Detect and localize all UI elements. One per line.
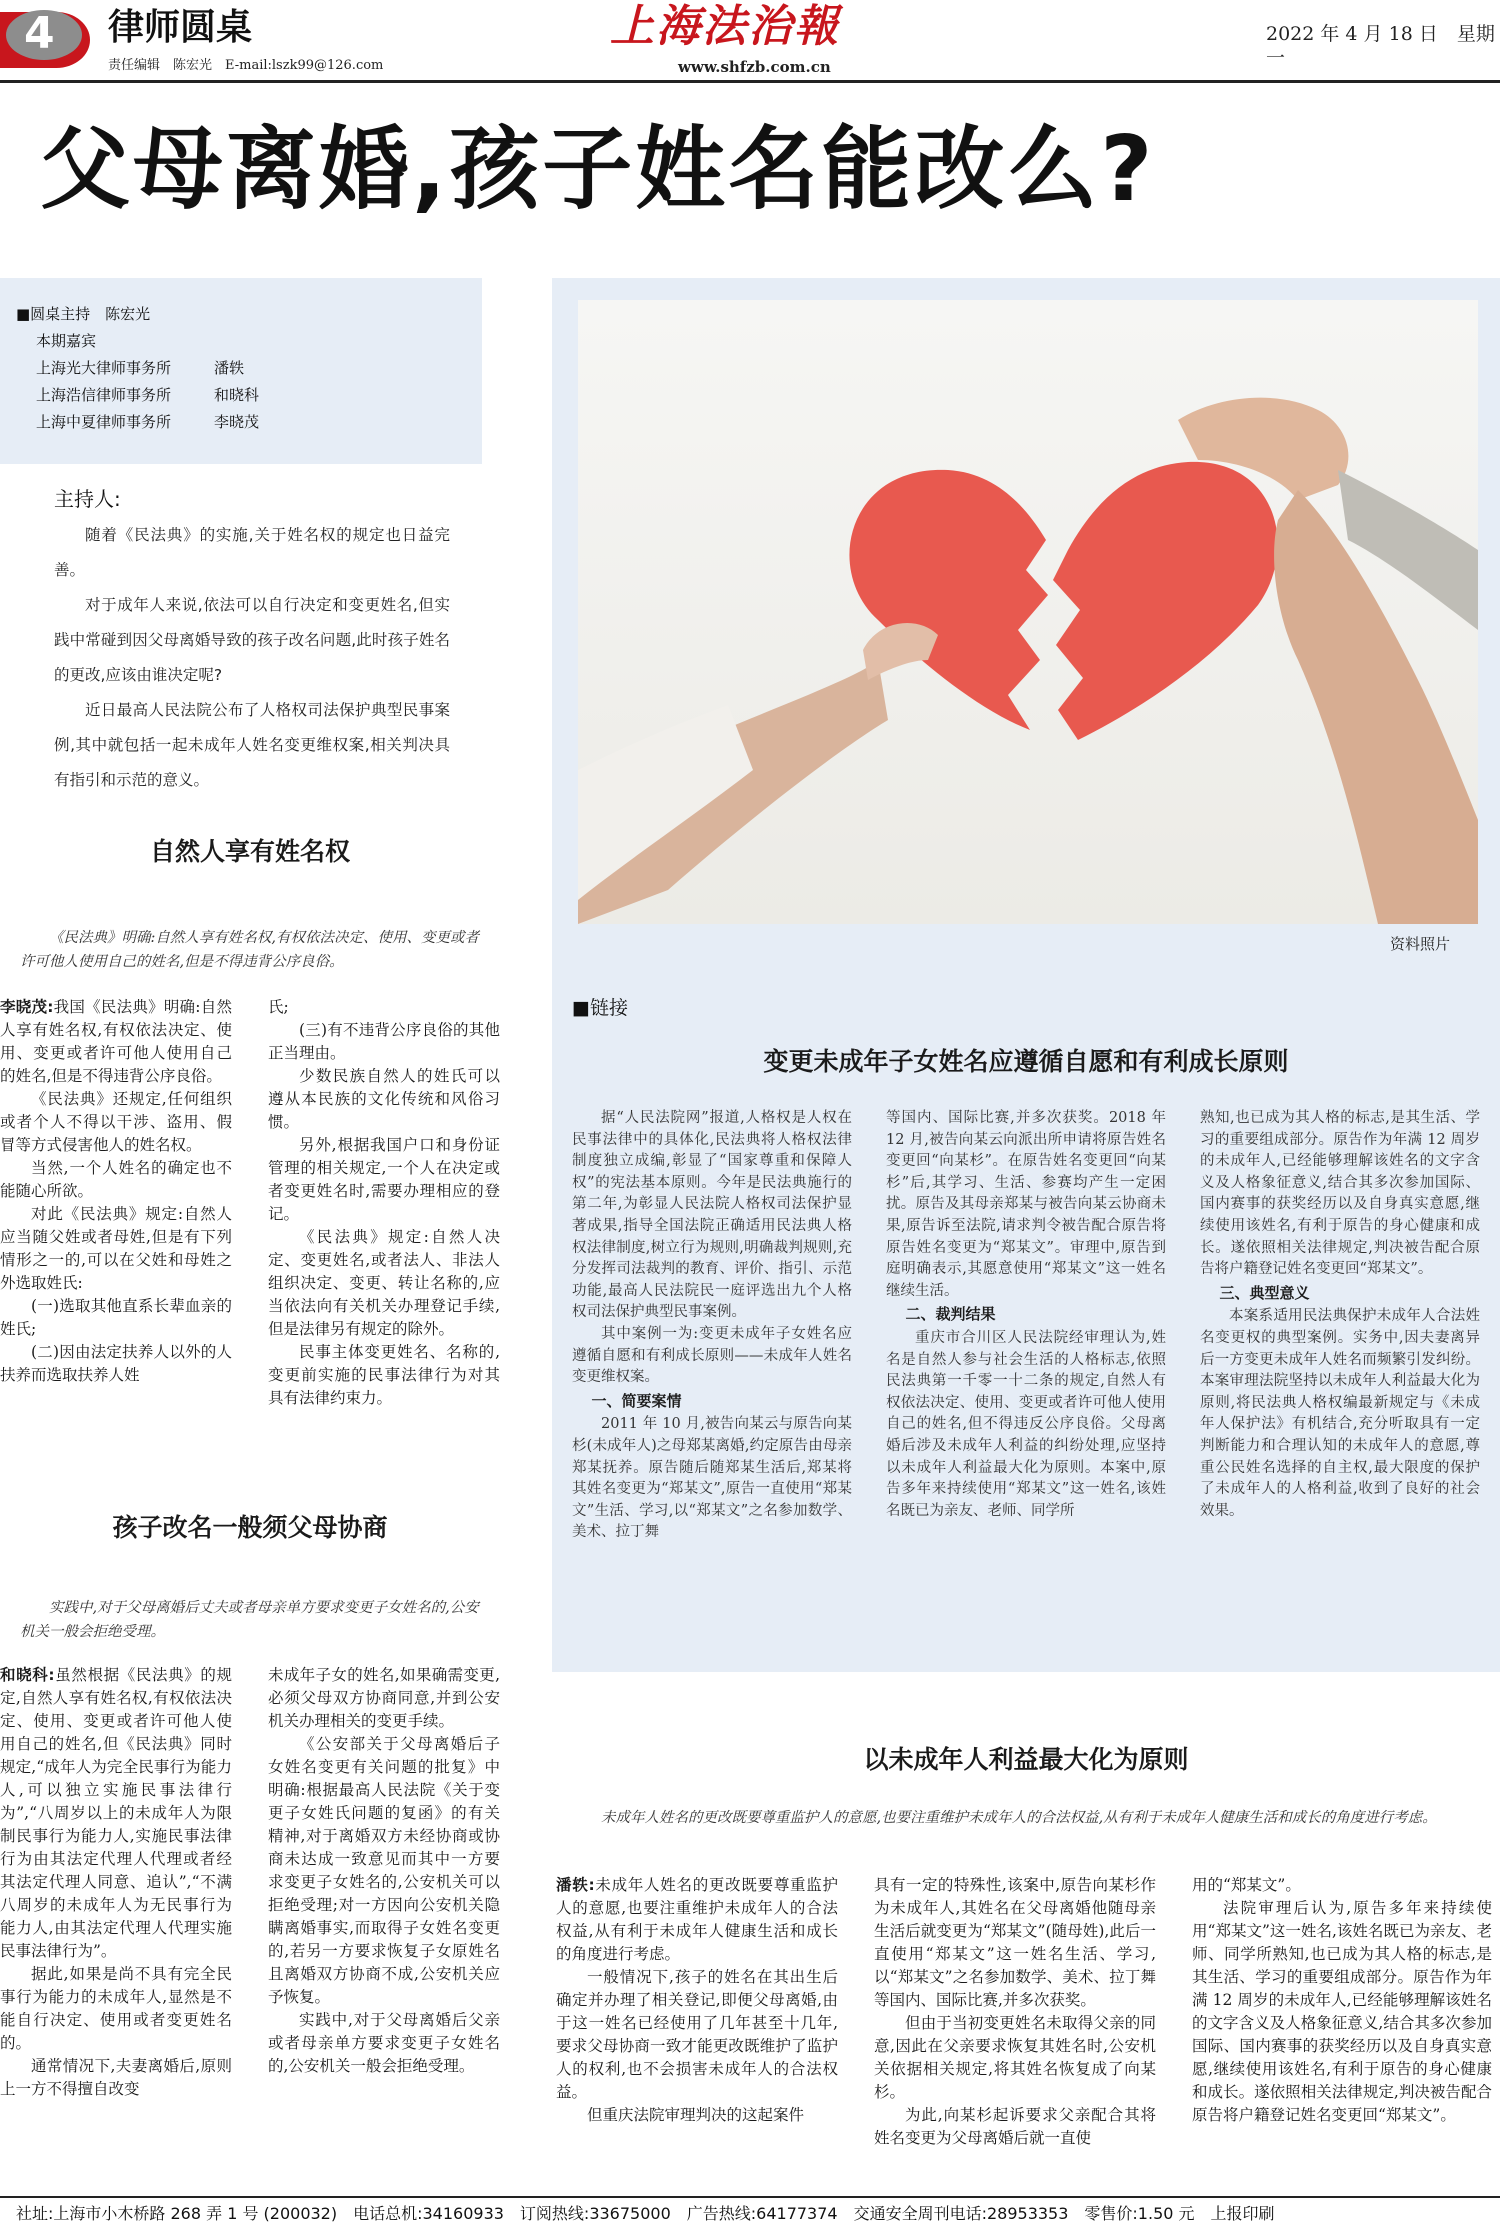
speaker-name: 潘轶: — [556, 1876, 595, 1894]
link-subheading: 三、典型意义 — [1219, 1283, 1310, 1302]
website: www.shfzb.com.cn — [678, 58, 831, 76]
speaker-name: 和晓科: — [0, 1666, 55, 1684]
section-lead: 《民法典》明确:自然人享有姓名权,有权依法决定、使用、变更或者许可他人使用自己的姓名,但是不得违背公序良俗。 — [20, 930, 479, 970]
speaker-name: 李晓茂: — [0, 998, 54, 1016]
issue-date: 2022 年 4 月 18 日 星期一 — [1266, 23, 1495, 69]
link-label: ■链接 — [572, 997, 628, 1019]
paper-name: 上海法治報 — [610, 1, 840, 52]
host-intro-text — [54, 518, 450, 798]
guest-name: 李晓茂 — [214, 413, 260, 431]
roundtable-panel — [0, 278, 482, 464]
guest-firm: 上海光大律师事务所 — [36, 359, 172, 377]
guest-name: 潘轶 — [214, 359, 245, 377]
masthead-rule — [0, 80, 1500, 83]
section-lead: 未成年人姓名的更改既要尊重监护人的意愿,也要注重维护未成年人的合法权益,从有利于未成年人健康生活和成长的角度进行考虑。 — [601, 1810, 1437, 1826]
guest-firm: 上海浩信律师事务所 — [36, 386, 172, 404]
photo — [578, 300, 1478, 924]
footer-rule — [0, 2196, 1500, 2198]
headline: 父母离婚,孩子姓名能改么? — [40, 117, 1156, 222]
editor-line: 责任编辑 陈宏光 E-mail:lszk99@126.com — [108, 58, 384, 73]
link-col1: 据“人民法院网”报道,人格权是人权在民事法律中的具体化,民法典将人格权法律制度独立成编,彰显了“国家尊重和保障人权”的宪法基本原则。今年是民法典施行的第二年,为彰显人民法院人格权司法保护显著成果,指导全国法院正确适用民法典人格权法律制度,树立行为规则,明确裁判规则,充分发挥司法裁判的教育、评价、指引、示范功能,最高人民法院民一庭评选出九个人格权司法保护典型民事案例。 其中案例一为:变更未成年子女姓名应遵循自愿和有利成长原则——未成年人姓名变更维权案。 一、简要案情 2011 年 10 月,被告向某云与原告向某杉(未成年人)之母郑某离婚,约定原告由母亲郑某抚养。原告随后随郑某生活后,郑某将其姓名变更为“郑某文”,原告一直使用“郑某文”生活、学习,以“郑某文”之名参加数学、美术、拉丁舞 — [572, 1110, 852, 1541]
footer: 社址:上海市小木桥路 268 弄 1 号 (200032) 电话总机:34160933 订阅热线:33675000 广告热线:64177374 交通安全周刊电话:28953353 零售价:1.50 元 上报印刷 — [16, 2204, 1275, 2223]
section-name: 律师圆桌 — [108, 7, 253, 48]
page-number: 4 — [24, 8, 55, 59]
guest-name: 和晓科 — [214, 386, 260, 404]
section2-col2: 未成年子女的姓名,如果确需变更,必须父母双方协商同意,并到公安机关办理相关的变更手续。 《公安部关于父母离婚后子女姓名变更有关问题的批复》中明确:根据最高人民法院《关于变更子女姓氏问题的复函》的有关精神,对于离婚双方未经协商或协商未达成一致意见而其中一方要求变更子女姓名的,公安机关可以拒绝受理;对一方因向公安机关隐瞒离婚事实,而取得子女姓名变更的,若另一方要求恢复子女原姓名且离婚双方协商不成,公安机关应予恢复。 实践中,对于父母离婚后父亲或者母亲单方要求变更子女姓名的,公安机关一般会拒绝受理。 — [268, 1666, 500, 2075]
section-title: 自然人享有姓名权 — [149, 837, 350, 866]
guest-firm: 上海中夏律师事务所 — [36, 413, 172, 431]
host-paragraph: 对于成年人来说,依法可以自行决定和变更姓名,但实践中常碰到因父母离婚导致的孩子改名问题,此时孩子姓名的更改,应该由谁决定呢? — [54, 596, 450, 684]
photo-credit: 资料照片 — [1390, 935, 1451, 953]
section1-col2: 氏; (三)有不违背公序良俗的其他正当理由。 少数民族自然人的姓氏可以遵从本民族的文化传统和风俗习惯。 另外,根据我国户口和身份证管理的相关规定,一个人在决定或者变更姓名时,需要办理相应的登记。 《民法典》规定:自然人决定、变更姓名,或者法人、非法人组织决定、变更、转让名称的,应当依法向有关机关办理登记手续,但是法律另有规定的除外。 民事主体变更姓名、名称的,变更前实施的民事法律行为对其具有法律约束力。 — [268, 998, 500, 1407]
section2-col1: 和晓科:虽然根据《民法典》的规定,自然人享有姓名权,有权依法决定、使用、变更或者许可他人使用自己的姓名,但《民法典》同时规定,“成年人为完全民事行为能力人,可以独立实施民事法律行为”,“八周岁以上的未成年人为限制民事行为能力人,实施民事法律行为由其法定代理人代理或者经其法定代理人同意、追认”,“不满八周岁的未成年人为无民事行为能力人,由其法定代理人代理实施民事法律行为”。 据此,如果是尚不具有完全民事行为能力的未成年人,显然是不能自行决定、使用或者变更姓名的。 通常情况下,夫妻离婚后,原则上一方不得擅自改变 — [0, 1666, 232, 2098]
masthead — [0, 0, 1500, 84]
link-col3: 熟知,也已成为其人格的标志,是其生活、学习的重要组成部分。原告作为年满 12 周岁的未成年人,已经能够理解该姓名的文字含义及人格象征意义,结合其多次参加国际、国内赛事的获奖经历以及自身真实意愿,继续使用该姓名,有利于原告的身心健康和成长。遂依照相关法律规定,判决被告配合原告将户籍登记姓名变更回“郑某文”。 三、典型意义 本案系适用民法典保护未成年人合法姓名变更权的典型案例。实务中,因夫妻离异后一方变更未成年人姓名而频繁引发纠纷。本案审理法院坚持以未成年人利益最大化为原则,将民法典人格权编最新规定与《未成年人保护法》有机结合,充分听取具有一定判断能力和合理认知的未成年人的意愿,尊重公民姓名选择的自主权,最大限度的保护了未成年人的人格利益,收到了良好的社会效果。 — [1200, 1110, 1480, 1519]
section3-col1: 潘轶:未成年人姓名的更改既要尊重监护人的意愿,也要注重维护未成年人的合法权益,从有利于未成年人健康生活和成长的角度进行考虑。 一般情况下,孩子的姓名在其出生后确定并办理了相关登记,即便父母离婚,由于这一姓名已经使用了几年甚至十几年,要求父母协商一致才能更改既维护了监护人的权利,也不会损害未成年人的合法权益。 但重庆法院审理判决的这起案件 — [556, 1876, 838, 2124]
section-title: 孩子改名一般须父母协商 — [112, 1513, 388, 1542]
host-paragraph: 近日最高人民法院公布了人格权司法保护典型民事案例,其中就包括一起未成年人姓名变更维权案,相关判决具有指引和示范的意义。 — [54, 701, 450, 789]
host-paragraph: 随着《民法典》的实施,关于姓名权的规定也日益完善。 — [54, 526, 450, 579]
link-subheading: 二、裁判结果 — [905, 1305, 996, 1324]
host-line: ■圆桌主持 陈宏光 — [16, 305, 151, 323]
link-col2: 等国内、国际比赛,并多次获奖。2018 年 12 月,被告向某云向派出所申请将原告姓名变更回“向某杉”。在原告姓名变更回“向某杉”后,其学习、生活、参赛均产生一定困扰。原告及其母亲郑某与被告向某云协商未果,原告诉至法院,请求判令被告配合原告将原告姓名变更为“郑某文”。审理中,原告到庭明确表示,其愿意使用“郑某文”这一姓名继续生活。 二、裁判结果 重庆市合川区人民法院经审理认为,姓名是自然人参与社会生活的人格标志,依照民法典第一千零一十二条的规定,自然人有权依法决定、使用、变更或者许可他人使用自己的姓名,但不得违反公序良俗。父母离婚后涉及未成年人利益的纠纷处理,应坚持以未成年人利益最大化为原则。本案中,原告多年来持续使用“郑某文”这一姓名,该姓名既已为亲友、老师、同学所 — [886, 1110, 1166, 1519]
guests-title: 本期嘉宾 — [36, 332, 97, 350]
section3-col3: 用的“郑某文”。 法院审理后认为,原告多年来持续使用“郑某文”这一姓名,该姓名既已为亲友、老师、同学所熟知,也已成为其人格的标志,是其生活、学习的重要组成部分。原告作为年满 12 周岁的未成年人,已经能够理解该姓名的文字含义及人格象征意义,结合其多次参加国际、国内赛事的获奖经历以及自身真实意愿,继续使用该姓名,有利于原告的身心健康和成长。遂依照相关法律规定,判决被告配合原告将户籍登记姓名变更回“郑某文”。 — [1192, 1876, 1492, 2124]
broken-heart-photo-icon — [578, 300, 1478, 924]
link-subheading: 一、简要案情 — [591, 1391, 682, 1410]
section1-col1: 李晓茂:我国《民法典》明确:自然人享有姓名权,有权依法决定、使用、变更或者许可他人使用自己的姓名,但是不得违背公序良俗。 《民法典》还规定,任何组织或者个人不得以干涉、盗用、假冒等方式侵害他人的姓名权。 当然,一个人姓名的确定也不能随心所欲。 对此《民法典》规定:自然人应当随父姓或者母姓,但是有下列情形之一的,可以在父姓和母姓之外选取姓氏: (一)选取其他直系长辈血亲的姓氏; (二)因由法定扶养人以外的人扶养而选取扶养人姓 — [0, 998, 232, 1384]
section3-col2: 具有一定的特殊性,该案中,原告向某杉作为未成年人,其姓名在父母离婚他随母亲生活后就变更为“郑某文”(随母姓),此后一直使用“郑某文”这一姓名生活、学习,以“郑某文”之名参加数学、美术、拉丁舞等国内、国际比赛,并多次获奖。 但由于当初变更姓名未取得父亲的同意,因此在父亲要求恢复其姓名时,公安机关依据相关规定,将其姓名恢复成了向某杉。 为此,向某杉起诉要求父亲配合其将姓名变更为父母离婚后就一直使 — [874, 1876, 1156, 2147]
link-title: 变更未成年子女姓名应遵循自愿和有利成长原则 — [763, 1047, 1289, 1076]
section-title: 以未成年人利益最大化为原则 — [863, 1745, 1189, 1774]
section-lead: 实践中,对于父母离婚后丈夫或者母亲单方要求变更子女姓名的,公安机关一般会拒绝受理。 — [20, 1600, 479, 1640]
host-label: 主持人: — [54, 487, 121, 511]
